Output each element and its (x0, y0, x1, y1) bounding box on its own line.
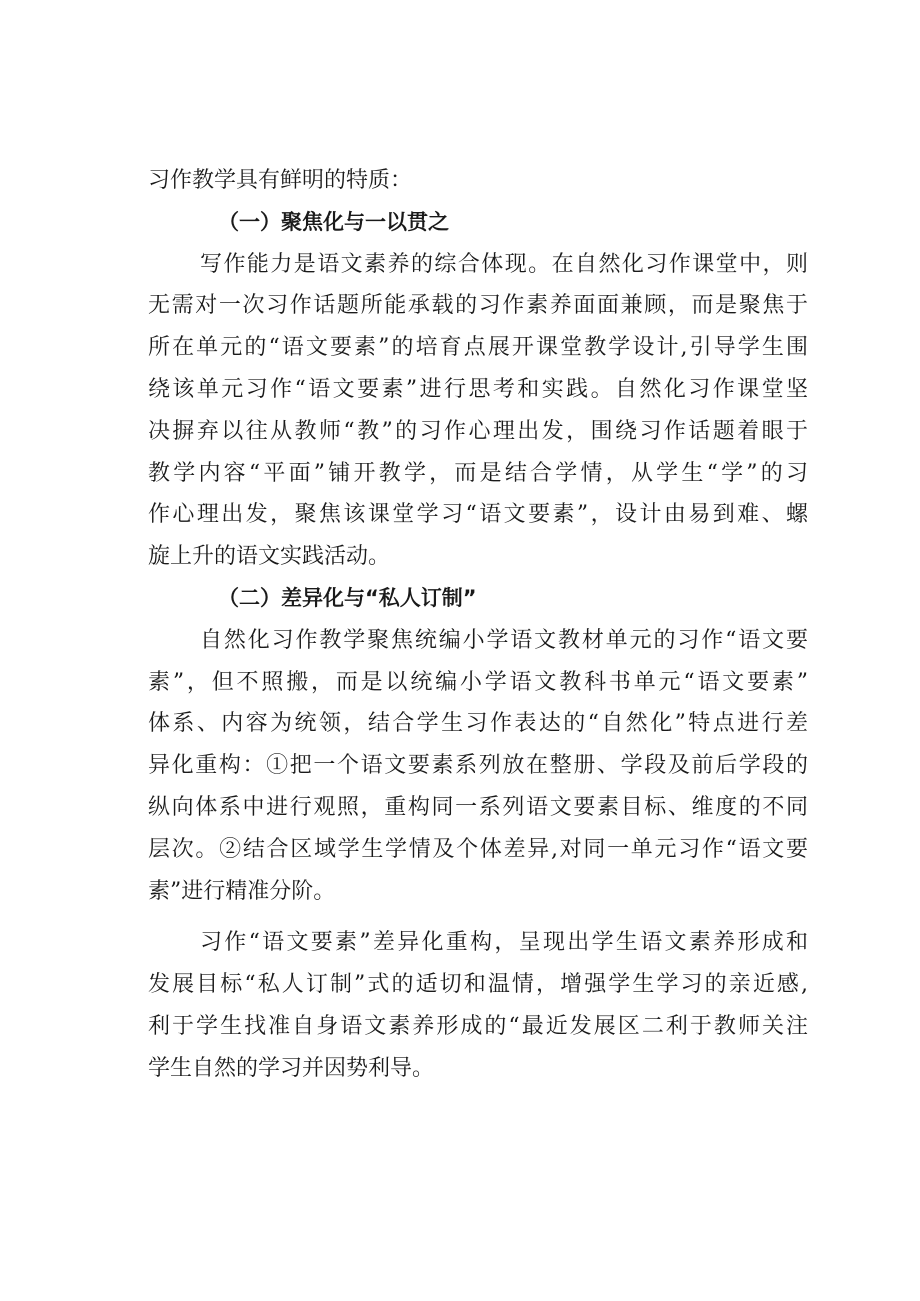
intro-paragraph (148, 160, 808, 202)
section2-paragraph-2 (148, 922, 808, 1089)
paragraph-line: 体系、内容为统领，结合学生习作表达的“自然化”特点进行差 (148, 711, 808, 737)
paragraph-line: 层次。②结合区域学生学情及个体差异,对同一单元习作“语文要 (148, 836, 808, 862)
paragraph-line: 无需对一次习作话题所能承载的习作素养面面兼顾，而是聚焦于 (148, 293, 808, 319)
section-heading-1: （一）聚焦化与一以贯之 (218, 209, 449, 234)
paragraph-line: 绕该单元习作“语文要素”进行思考和实践。自然化习作课堂坚 (148, 376, 808, 402)
paragraph-line: 素”，但不照搬，而是以统编小学语文教科书单元“语文要素” (148, 669, 808, 695)
paragraph-line: 纵向体系中进行观照，重构同一系列语文要素目标、维度的不同 (148, 794, 808, 820)
paragraph-line: 学生自然的学习并因势利导。 (148, 1055, 435, 1081)
paragraph-line: 自然化习作教学聚焦统编小学语文教材单元的习作“语文要 (200, 627, 808, 653)
paragraph-spacer (148, 912, 808, 922)
paragraph-line: 决摒弃以往从教师“教”的习作心理出发，围绕习作话题着眼于 (148, 418, 808, 444)
paragraph-line: 利于学生找准自身语文素养形成的“最近发展区二利于教师关注 (148, 1013, 808, 1039)
paragraph-line: 习作“语文要素”差异化重构，呈现出学生语文素养形成和 (200, 930, 808, 956)
paragraph-line: 习作教学具有鲜明的特质： (148, 168, 413, 193)
paragraph-line: 所在单元的“语文要素”的培育点展开课堂教学设计,引导学生围 (148, 335, 808, 361)
section-heading-2: （二）差异化与“私人订制” (218, 585, 477, 610)
document-body (148, 160, 808, 1090)
paragraph-line: 写作能力是语文素养的综合体现。在自然化习作课堂中，则 (200, 251, 808, 277)
section1-paragraph (148, 244, 808, 578)
paragraph-line: 发展目标“私人订制”式的适切和温情，增强学生学习的亲近感, (148, 972, 808, 998)
paragraph-line: 作心理出发，聚焦该课堂学习“语文要素”，设计由易到难、螺 (148, 502, 808, 528)
paragraph-line: 素”进行精准分阶。 (148, 878, 336, 904)
paragraph-line: 旋上升的语文实践活动。 (148, 544, 391, 570)
paragraph-line: 异化重构：①把一个语文要素系列放在整册、学段及前后学段的 (148, 753, 808, 779)
paragraph-line: 教学内容“平面”铺开教学，而是结合学情，从学生“学”的习 (148, 460, 808, 486)
section2-paragraph-1 (148, 620, 808, 913)
